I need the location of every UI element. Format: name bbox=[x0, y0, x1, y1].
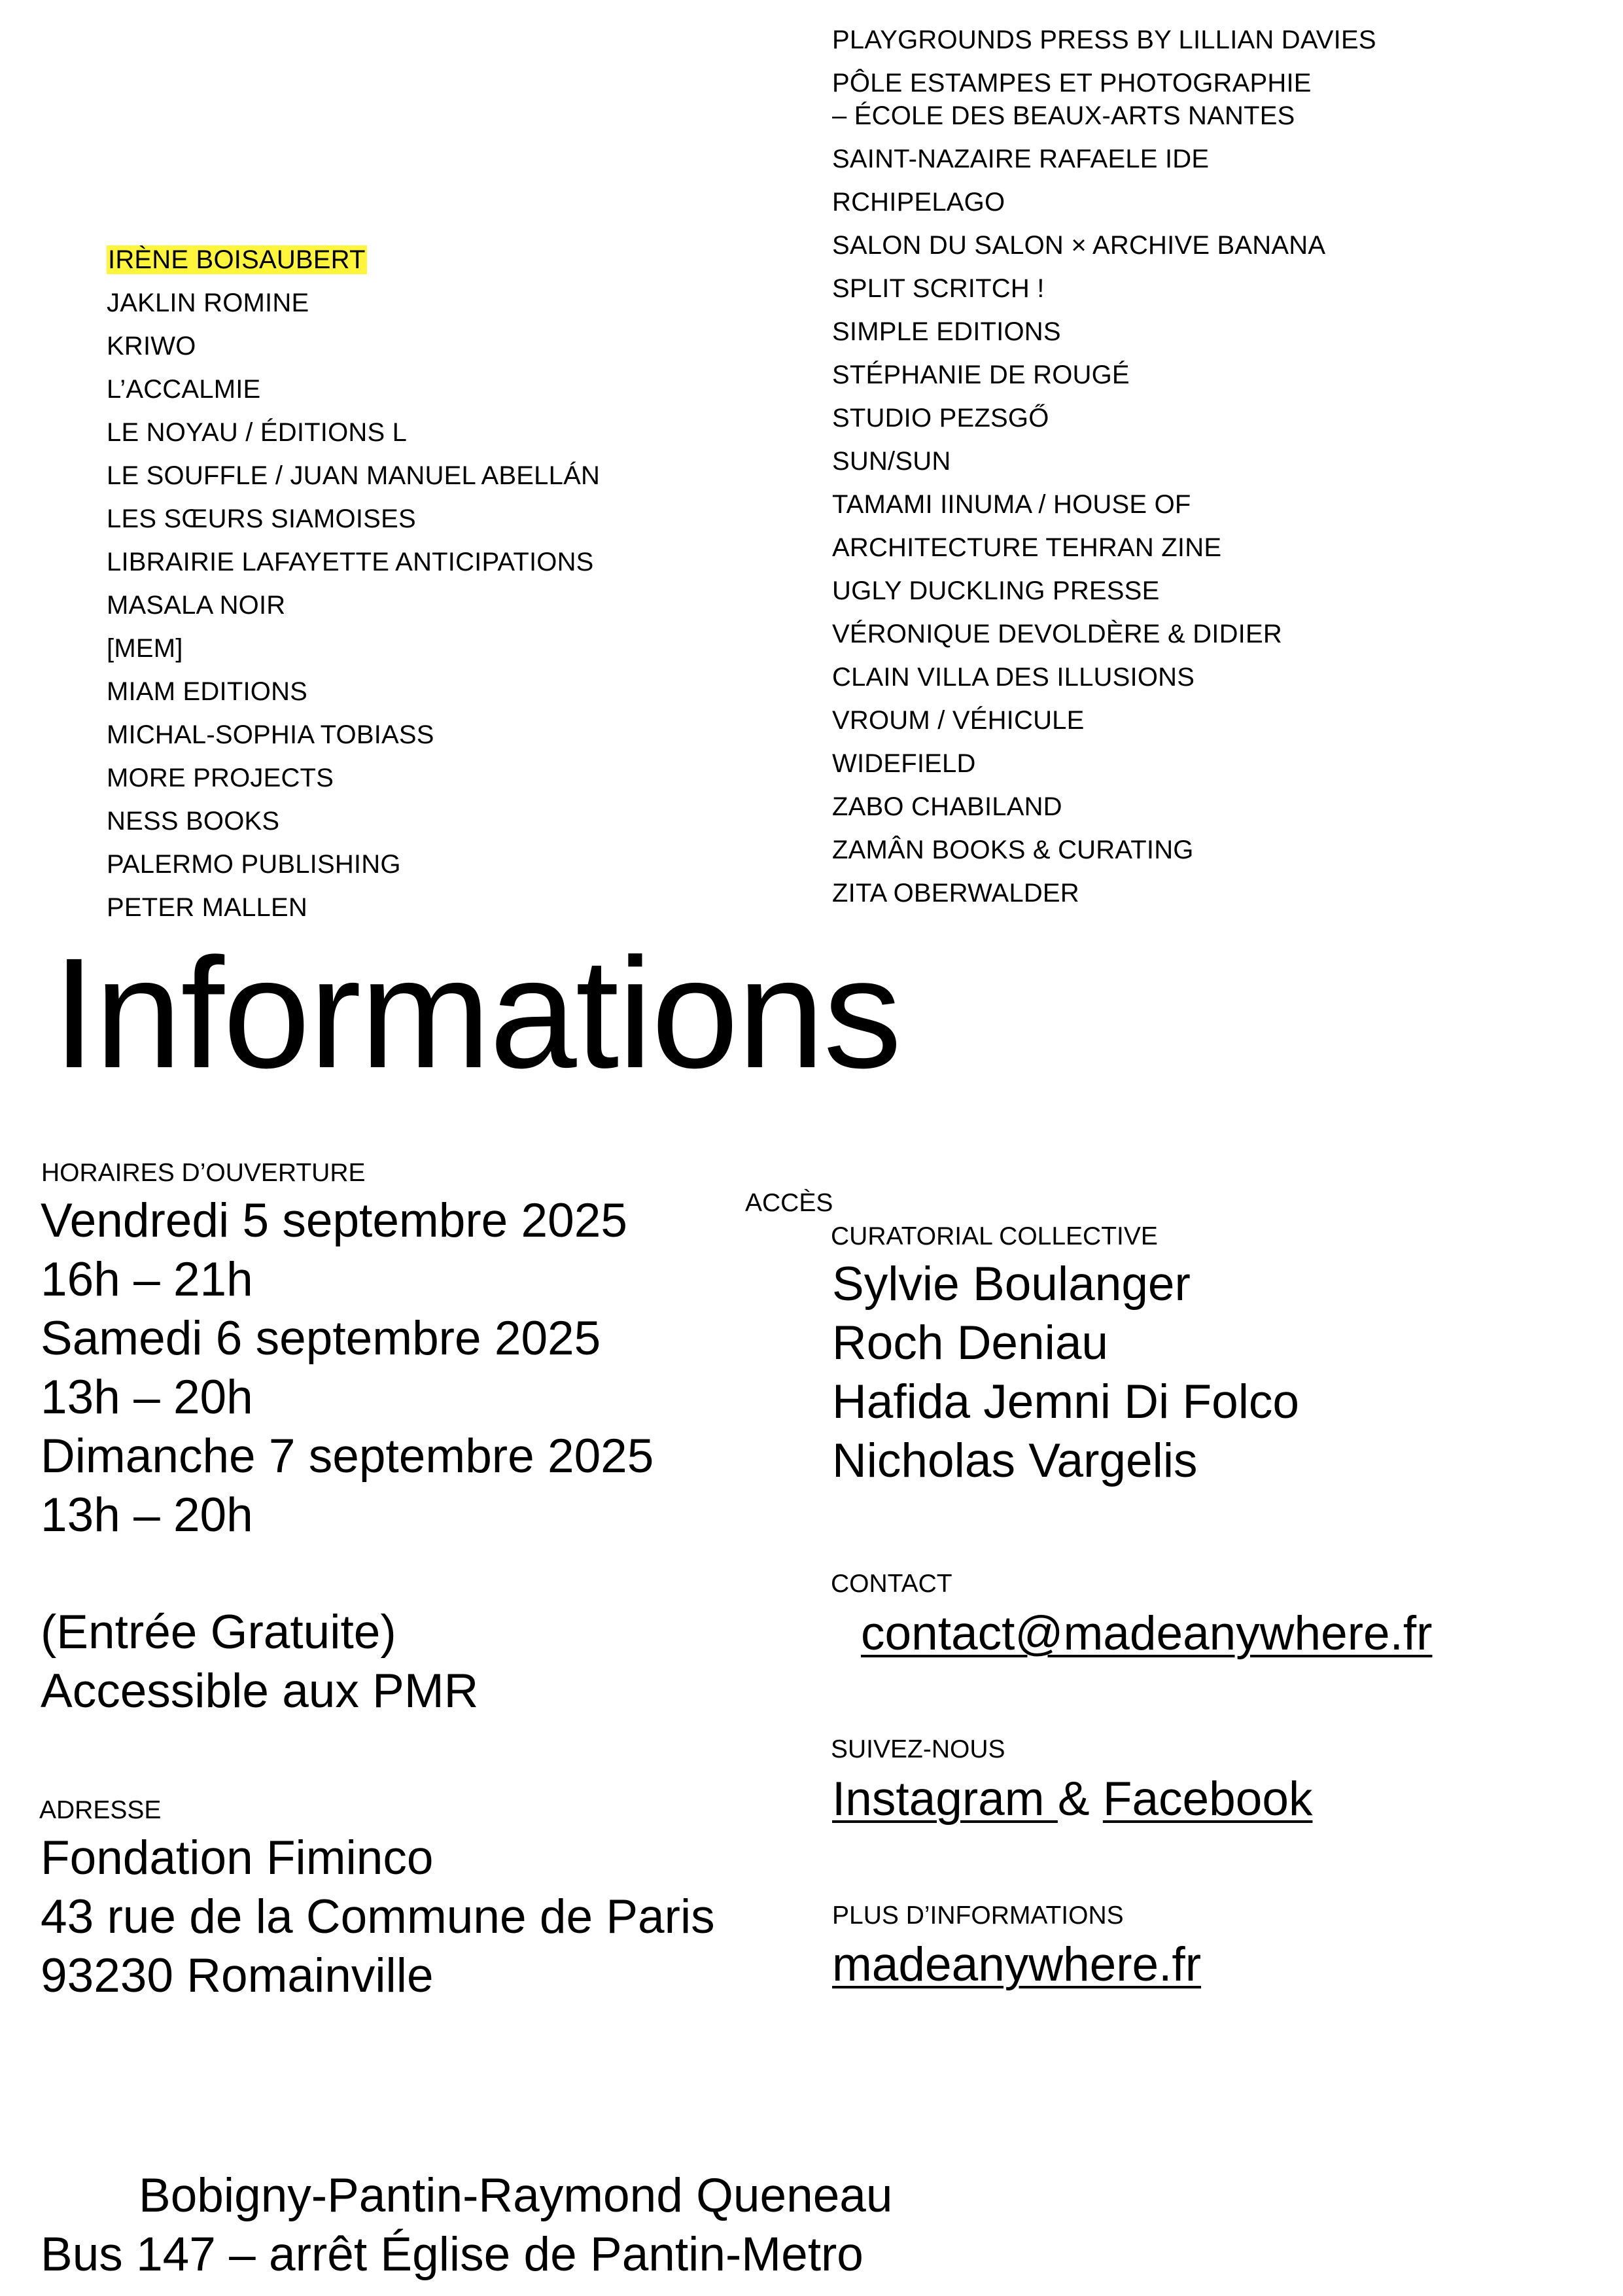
curator-name: Sylvie Boulanger bbox=[832, 1258, 1191, 1311]
list-item: PALERMO PUBLISHING bbox=[107, 850, 401, 879]
list-item: PLAYGROUNDS PRESS BY LILLIAN DAVIES bbox=[832, 26, 1376, 54]
access-list bbox=[41, 2166, 893, 2284]
list-item: TAMAMI IINUMA / HOUSE OF bbox=[832, 490, 1191, 519]
curator-name: Hafida Jemni Di Folco bbox=[832, 1375, 1300, 1428]
hours-line: 16h – 21h bbox=[41, 1253, 253, 1306]
entry-line: Accessible aux PMR bbox=[41, 1665, 479, 1718]
list-item: STUDIO PEZSGŐ bbox=[832, 404, 1049, 433]
curator-name: Nicholas Vargelis bbox=[832, 1434, 1198, 1487]
list-item: LIBRAIRIE LAFAYETTE ANTICIPATIONS bbox=[107, 548, 594, 576]
hours-list bbox=[41, 1192, 654, 1545]
page-title: Informations bbox=[52, 925, 901, 1101]
list-item: CLAIN VILLA DES ILLUSIONS bbox=[832, 663, 1195, 692]
exhibitor-list-right bbox=[832, 18, 1376, 915]
list-item: JAKLIN ROMINE bbox=[107, 289, 309, 317]
instagram-link[interactable]: Instagram bbox=[832, 1773, 1058, 1826]
list-item: ARCHITECTURE TEHRAN ZINE bbox=[832, 533, 1222, 562]
list-item: [MEM] bbox=[107, 634, 183, 663]
address-line: 43 rue de la Commune de Paris bbox=[41, 1890, 715, 1943]
list-item: RCHIPELAGO bbox=[832, 188, 1005, 217]
contact-email-text[interactable]: contact@madeanywhere.fr bbox=[861, 1607, 1433, 1660]
list-item: LE NOYAU / ÉDITIONS L bbox=[107, 418, 408, 447]
entry-info bbox=[41, 1603, 478, 1721]
list-item: NESS BOOKS bbox=[107, 807, 280, 836]
access-line: Bus 147 – arrêt Église de Pantin-Metro bbox=[41, 2228, 864, 2281]
list-item: UGLY DUCKLING PRESSE bbox=[832, 576, 1160, 605]
curatorial-list bbox=[832, 1255, 1299, 1491]
list-item: MIAM EDITIONS bbox=[107, 677, 308, 706]
list-item: ZAMÂN BOOKS & CURATING bbox=[832, 836, 1194, 864]
social-separator: & bbox=[1057, 1773, 1103, 1826]
entry-line: (Entrée Gratuite) bbox=[41, 1606, 396, 1659]
list-item: MASALA NOIR bbox=[107, 591, 286, 620]
hours-line: Samedi 6 septembre 2025 bbox=[41, 1312, 601, 1365]
address-label: ADRESSE bbox=[39, 1796, 162, 1824]
list-item: ZABO CHABILAND bbox=[832, 792, 1062, 821]
list-item: LE SOUFFLE / JUAN MANUEL ABELLÁN bbox=[107, 461, 601, 490]
address-line: 93230 Romainville bbox=[41, 1949, 434, 2002]
list-item bbox=[107, 238, 600, 281]
list-item: VÉRONIQUE DEVOLDÈRE & DIDIER bbox=[832, 620, 1282, 648]
curatorial-label: CURATORIAL COLLECTIVE bbox=[831, 1222, 1158, 1250]
access-line: Bobigny-Pantin-Raymond Queneau bbox=[139, 2169, 893, 2222]
list-item: SUN/SUN bbox=[832, 447, 951, 476]
list-item: SPLIT SCRITCH ! bbox=[832, 274, 1045, 303]
hours-line: 13h – 20h bbox=[41, 1489, 253, 1542]
exhibitor-list-left bbox=[107, 238, 600, 929]
address-list bbox=[41, 1829, 715, 2005]
social-links bbox=[832, 1770, 1312, 1829]
hours-line: Dimanche 7 septembre 2025 bbox=[41, 1430, 654, 1483]
website-link-text[interactable]: madeanywhere.fr bbox=[832, 1938, 1202, 1991]
contact-email-link[interactable] bbox=[861, 1604, 1432, 1663]
list-item: STÉPHANIE DE ROUGÉ bbox=[832, 361, 1130, 389]
list-item: SIMPLE EDITIONS bbox=[832, 317, 1061, 346]
highlighted-exhibitor: IRÈNE BOISAUBERT bbox=[108, 245, 366, 274]
list-item: SAINT-NAZAIRE RAFAELE IDE bbox=[832, 145, 1210, 173]
list-item: MICHAL-SOPHIA TOBIASS bbox=[107, 720, 434, 749]
contact-label: CONTACT bbox=[831, 1570, 952, 1598]
list-item: ZITA OBERWALDER bbox=[832, 879, 1079, 908]
list-item: KRIWO bbox=[107, 332, 196, 361]
list-item: SALON DU SALON × ARCHIVE BANANA bbox=[832, 231, 1326, 260]
list-item: LES SŒURS SIAMOISES bbox=[107, 504, 416, 533]
access-label: ACCÈS bbox=[745, 1189, 833, 1217]
follow-label: SUIVEZ-NOUS bbox=[831, 1735, 1005, 1763]
list-item: WIDEFIELD bbox=[832, 749, 976, 778]
hours-line: Vendredi 5 septembre 2025 bbox=[41, 1194, 627, 1247]
list-item: MORE PROJECTS bbox=[107, 764, 334, 792]
list-item: – ÉCOLE DES BEAUX-ARTS NANTES bbox=[832, 101, 1295, 130]
facebook-link[interactable]: Facebook bbox=[1102, 1773, 1313, 1826]
address-line: Fondation Fiminco bbox=[41, 1831, 434, 1884]
curator-name: Roch Deniau bbox=[832, 1316, 1109, 1369]
website-link[interactable] bbox=[832, 1935, 1201, 1994]
more-info-label: PLUS D’INFORMATIONS bbox=[832, 1901, 1124, 1930]
list-item: VROUM / VÉHICULE bbox=[832, 706, 1085, 735]
hours-label: HORAIRES D’OUVERTURE bbox=[41, 1159, 366, 1187]
list-item: L’ACCALMIE bbox=[107, 375, 261, 404]
list-item: PETER MALLEN bbox=[107, 893, 307, 922]
hours-line: 13h – 20h bbox=[41, 1371, 253, 1424]
list-item: PÔLE ESTAMPES ET PHOTOGRAPHIE bbox=[832, 69, 1312, 97]
